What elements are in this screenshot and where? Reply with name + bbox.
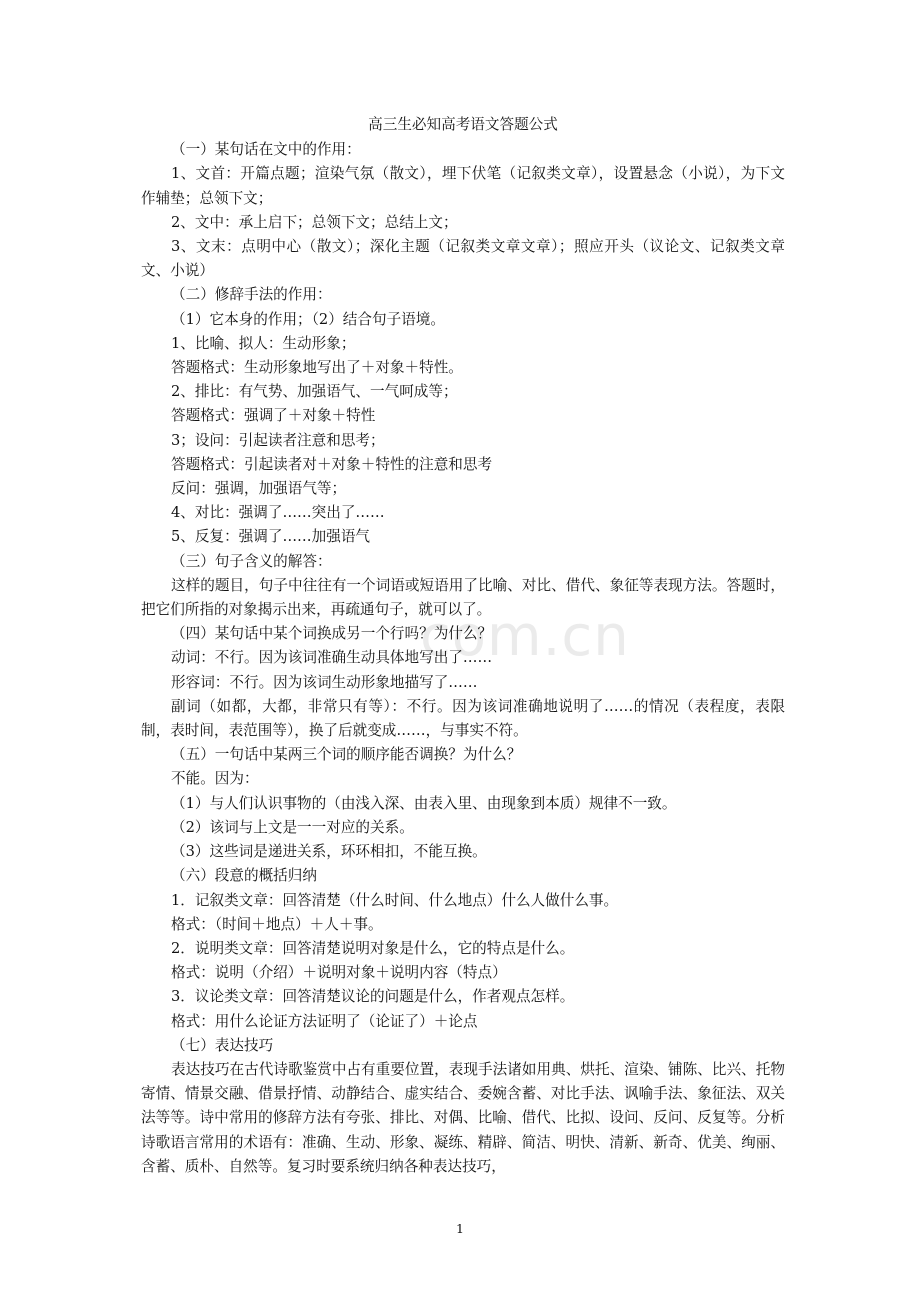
paragraph-line: 2、文中：承上启下；总领下文；总结上文； <box>171 213 458 231</box>
paragraph-line: （二）修辞手法的作用： <box>171 286 332 304</box>
paragraph-line: （三）句子含义的解答： <box>171 552 332 570</box>
paragraph-line: 3．议论类文章：回答清楚议论的问题是什么，作者观点怎样。 <box>171 988 575 1006</box>
paragraph-line: 这样的题目，句子中往往有一个词语或短语用了比喻、对比、借代、象征等表现方法。答题时，把它们所指的对象揭示出来，再疏通句子，就可以了。 <box>141 576 785 619</box>
paragraph-line: 答题格式：强调了＋对象＋特性 <box>171 407 376 425</box>
watermark-text: com.cn <box>420 604 630 669</box>
paragraph-line: （六）段意的概括归纳 <box>171 867 317 885</box>
document-lines <box>141 138 785 1179</box>
paragraph-line: （3）这些词是递进关系，环环相扣，不能互换。 <box>171 843 487 861</box>
paragraph-line: 3；设问：引起读者注意和思考； <box>171 431 385 449</box>
paragraph-line: 反问：强调，加强语气等； <box>171 480 347 498</box>
paragraph-line: 表达技巧在古代诗歌鉴赏中占有重要位置，表现手法诸如用典、烘托、渲染、铺陈、比兴、托物寄情、情景交融、借景抒情、动静结合、虚实结合、委婉含蓄、对比手法、讽喻手法、象征法、双关法等等。诗中常用的修辞方法有夸张、排比、对偶、比喻、借代、比拟、设问、反问、反复等。分析诗歌语言常用的术语有：准确、生动、形象、凝练、精辟、简洁、明快、清新、新奇、优美、绚丽、含蓄、质朴、自然等。复习时要系统归纳各种表达技巧， <box>141 1060 785 1175</box>
paragraph-line: 3、文末：点明中心（散文）；深化主题（记叙类文章文章）；照应开头（议论文、记叙类文章文、小说） <box>141 238 785 280</box>
paragraph-line: （一）某句话在文中的作用： <box>171 141 361 159</box>
paragraph-line: 副词（如都，大都，非常只有等）：不行。因为该词准确地说明了……的情况（表程度，表限制，表时间，表范围等），换了后就变成……，与事实不符。 <box>141 697 785 740</box>
paragraph-line: （1）它本身的作用；（2）结合句子语境。 <box>171 310 445 328</box>
paragraph-line: 1．记叙类文章：回答清楚（什么时间、什么地点）什么人做什么事。 <box>171 891 619 909</box>
paragraph-line: 动词：不行。因为该词准确生动具体地写出了…… <box>171 649 493 667</box>
paragraph-line: 答题格式：生动形象地写出了＋对象＋特性。 <box>171 359 463 377</box>
document-body <box>141 113 785 1179</box>
paragraph-line: （七）表达技巧 <box>171 1036 274 1054</box>
page-number: 1 <box>456 1221 464 1236</box>
paragraph-line: （四）某句话中某个词换成另一个行吗？为什么？ <box>171 625 493 643</box>
paragraph-line: 1、文首：开篇点题；渲染气氛（散文），埋下伏笔（记叙类文章），设置悬念（小说），为下文作辅垫；总领下文； <box>141 165 785 207</box>
paragraph-line: （1）与人们认识事物的（由浅入深、由表入里、由现象到本质）规律不一致。 <box>171 794 677 812</box>
paragraph-line: 4、对比：强调了……突出了…… <box>171 504 385 522</box>
paragraph-line: 格式：用什么论证方法证明了（论证了）＋论点 <box>171 1012 478 1030</box>
paragraph-line: 5、反复：强调了……加强语气 <box>171 528 371 546</box>
paragraph-line: 答题格式：引起读者对＋对象＋特性的注意和思考 <box>171 455 493 473</box>
paragraph-line: 形容词：不行。因为该词生动形象地描写了…… <box>171 673 478 691</box>
paragraph-line: （五）一句话中某两三个词的顺序能否调换？为什么？ <box>171 746 522 764</box>
paragraph-line: （2）该词与上文是一一对应的关系。 <box>171 818 414 836</box>
paragraph-line: 格式：说明（介绍）＋说明对象＋说明内容（特点） <box>171 964 507 982</box>
paragraph-line: 2、排比：有气势、加强语气、一气呵成等； <box>171 383 458 401</box>
paragraph-line: 1、比喻、拟人：生动形象； <box>171 334 356 352</box>
paragraph-line: 不能。因为： <box>171 770 259 788</box>
paragraph-line: 格式：（时间＋地点）＋人＋事。 <box>171 915 383 933</box>
document-title: 高三生必知高考语文答题公式 <box>368 116 558 133</box>
paragraph-line: 2．说明类文章：回答清楚说明对象是什么，它的特点是什么。 <box>171 939 575 957</box>
